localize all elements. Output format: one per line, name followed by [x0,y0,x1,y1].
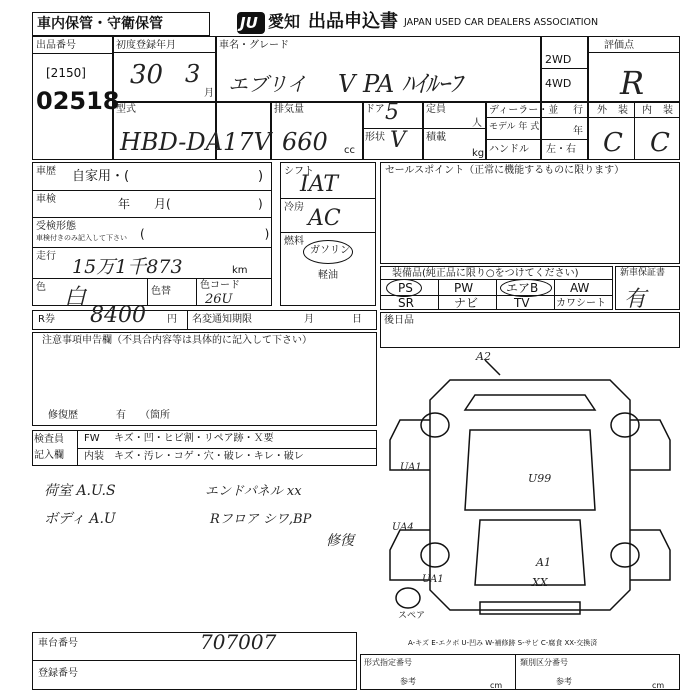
lot-sub-number: [2150] [46,66,86,80]
diagram-label-xx: XX [532,576,548,589]
diagram-label-a1: A1 [536,556,551,569]
ju-logo: JU [237,12,265,34]
exterior-label: 外 [597,105,607,116]
equip-sr: SR [398,296,414,310]
later-label: 後日品 [384,315,414,326]
lot-number: 02518 [36,87,120,115]
sales-point-label: セールスポイント（正常に機能するものに限ります） [385,165,625,176]
mileage-value: 15万1千873 [72,256,183,278]
repair-label: 修復歴 [48,410,78,421]
interior-items: キズ・汚レ・コゲ・穴・破レ・キレ・破レ [114,451,304,462]
model-year-label: モデル 年 式 [489,122,540,132]
equip-aw: AW [570,281,590,295]
equip-navi: ナビ [454,296,479,310]
capacity-label: 定員 [426,104,446,115]
registration-month-unit: 月 [204,88,214,99]
color-value: 白 [64,285,87,310]
rating-label: 評価点 [604,40,634,51]
notes-label: 注意事項申告欄（不具合内容等は具体的に記入して下さい） [42,335,312,346]
fuel-diesel: 軽油 [318,270,338,281]
doors-label: ドア [365,104,385,115]
history-close: ) [258,169,264,184]
cm-unit-2: cm [652,681,665,690]
form-note: 車検付きのみ記入して下さい [36,234,127,242]
inspector-label2: 記入欄 [34,450,64,461]
recycle-value: 8400 [90,303,146,328]
chassis-frame [32,632,357,690]
diagram-label-top: A2 [476,350,491,363]
diagram-label-ua1b: UA1 [422,574,444,585]
color-label: 色 [36,282,46,293]
notes-frame [32,332,377,426]
hw-line1-left: 荷室 A.U.S [44,483,116,499]
registration-month: 3 [185,60,201,88]
recycle-label: R券 [38,314,55,325]
equip-airbag: エアB [506,281,539,295]
car-name-label: 車名・グレード [219,40,289,51]
history-value: 自家用・( [72,169,130,184]
body-label: 形状 [365,132,385,143]
sales-point-frame [380,162,680,264]
deadline-label: 名変通知期限 [192,314,252,325]
body-value: V [390,128,406,153]
chassis-value: 707007 [200,630,277,654]
hw-line2-left: ボディ A.U [44,511,116,527]
model-label: 型式 [116,104,136,115]
fw-label: FW [84,433,100,444]
org-english: JAPAN USED CAR DEALERS ASSOCIATION [404,17,599,28]
equip-ps: PS [398,281,413,295]
shift-label: シフト [284,166,314,177]
exterior-suffix: 装 [618,105,628,116]
color-code-value: 26U [205,292,233,307]
dealer-label: ディーラー・並 [489,105,559,116]
repair-place: （箇所 [140,410,170,421]
hw-line1-right: エンドパネル xx [205,484,302,499]
inspection-close: ) [258,197,263,211]
warranty-value: 有 [624,287,647,312]
displacement-label: 排気量 [274,104,304,115]
car-grade: V PA ﾊｲﾙｰﾌ [338,70,462,98]
inspector-label1: 検査員 [34,434,64,445]
registration-year: 30 [130,60,164,90]
ref-label-1: 参考 [400,677,416,686]
cm-unit-1: cm [490,681,503,690]
displacement-unit: cc [344,145,355,156]
form-id-label: 形式指定番号 [364,658,412,667]
hw-line3-right: 修復 [326,533,354,549]
ac-label: 冷房 [284,202,304,213]
inspection-label: 車検 [36,194,56,205]
equipment-label: 装備品(純正品に限り○をつけてください) [392,268,579,279]
diagram-label-u: U99 [528,472,552,485]
fuel-gas: ガソリン [310,245,350,256]
diagram-label-ua4: UA4 [392,522,414,533]
registration-label: 初度登録年月 [116,40,176,51]
deadline-day: 日 [352,314,362,325]
form-label: 受検形態 [36,221,76,232]
equip-tv: TV [514,296,530,310]
recycle-unit: 円 [167,314,177,325]
doc-title: 出品申込書 [308,11,398,32]
history-label: 車歴 [36,166,56,177]
interior-suffix: 装 [663,105,673,116]
circle-ps [386,279,422,297]
org-name: 愛知 [268,12,301,31]
shift-value: IAT [300,172,339,197]
lot-label: 出品番号 [36,40,76,51]
diagram-legend: A-キズ E-エクボ U-凹み W-補修跡 S-サビ C-腐食 XX-交換済 [408,639,598,647]
diagram-label-ua1: UA1 [400,462,422,473]
ac-value: AC [308,206,341,231]
fuel-label: 燃料 [284,236,304,247]
displacement-value: 660 [282,128,328,156]
doc-type: 車内保管・守衛保管 [37,16,163,32]
car-name: エブリイ [228,72,307,96]
rating-score: R [620,64,645,102]
warranty-label: 新車保証書 [620,268,666,278]
exterior-value: C [603,128,623,158]
load-label: 積載 [426,132,446,143]
deadline-month: 月 [304,314,314,325]
load-unit: kg [472,148,485,159]
class-id-label: 類別区分番号 [520,658,568,667]
interior-value: C [650,128,670,158]
circle-airbag [500,279,552,297]
fw-items: キズ・凹・ヒビ割・リペア跡・Ｘ要 [114,433,274,444]
drive-4wd: 4WD [545,77,572,90]
dealer-unit: 行 [573,105,583,116]
mileage-unit: km [232,265,248,276]
color-change-label: 色替 [151,286,171,297]
interior-check-label: 内装 [84,451,104,462]
inspection-text: 年 月( [118,197,171,211]
hw-line2-right: Rフロア シワ,BP [210,512,312,527]
form-text: ( ) [140,227,270,241]
later-items-frame [380,312,680,348]
equip-leather: カワシート [556,298,606,309]
chassis-label: 車台番号 [38,638,78,649]
drive-2wd: 2WD [545,53,572,66]
handle-label: ハンドル [489,144,529,155]
handle-options: 左・右 [546,144,576,155]
ref-label-2: 参考 [556,677,572,686]
model-value: HBD-DA17V [120,128,271,156]
equip-pw: PW [454,281,474,295]
capacity-unit: 人 [472,118,482,129]
repair-value: 有 [116,410,126,421]
color-code-label: 色コード [200,280,240,291]
reg-label: 登録番号 [38,668,78,679]
interior-label: 内 [642,105,652,116]
mileage-label: 走行 [36,251,56,262]
model-year-unit: 年 [573,126,583,137]
spare-label: スペア [398,611,426,621]
doors-value: 5 [385,100,399,125]
doc-type-box [32,12,210,36]
